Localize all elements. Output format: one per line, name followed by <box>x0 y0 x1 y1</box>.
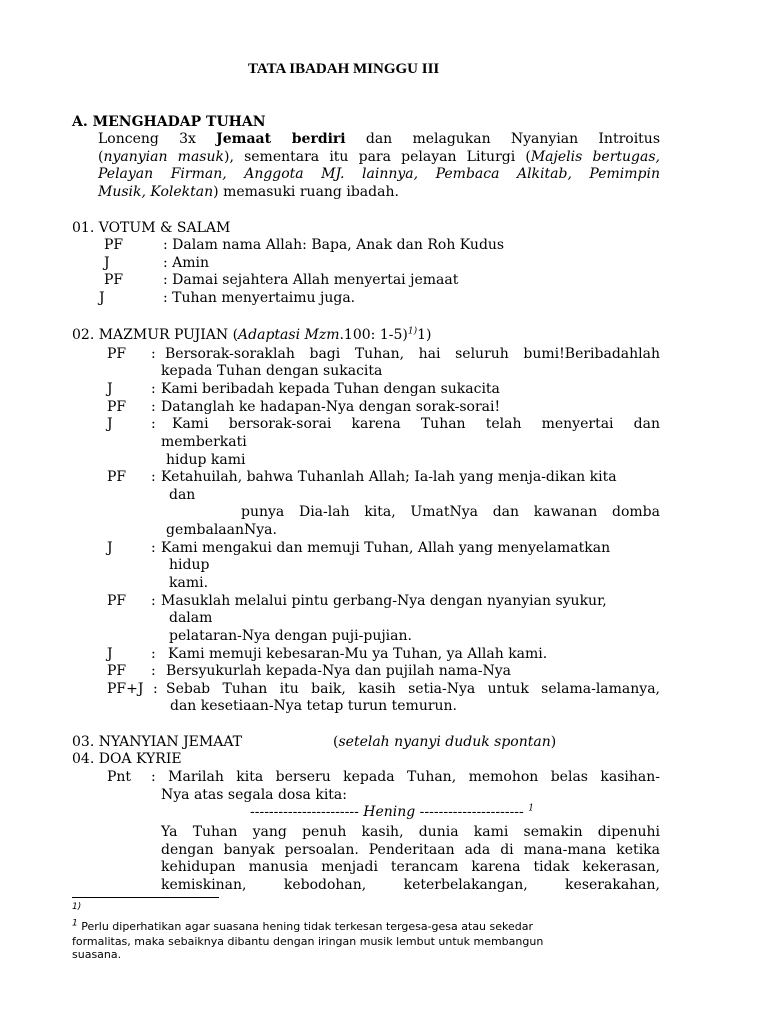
mazmur-line: gembalaanNya. <box>166 522 277 538</box>
section-a-line-3 <box>98 166 660 183</box>
italic-run: Pelayan Firman, Anggota MJ. lainnya, Pembaca Alkitab, Pemimpin <box>98 166 660 182</box>
kyrie-line: : Marilah kita berseru kepada Tuhan, memohon belas kasihan- <box>151 769 660 785</box>
text-run: ) memasuki ruang ibadah. <box>213 184 399 200</box>
footnote-ref: 1 <box>528 803 534 814</box>
kyrie-role: Pnt <box>107 769 132 785</box>
mazmur-line: Datanglah ke hadapan-Nya dengan sorak-sorai! <box>161 399 501 415</box>
kyrie-body-line: dengan banyak persoalan. Penderitaan ada di mana-mana ketika <box>161 842 660 858</box>
footnote-separator <box>72 897 219 898</box>
bold-run: Jemaat berdiri <box>216 131 346 147</box>
section-a-heading-text: A. MENGHADAP TUHAN <box>72 114 266 130</box>
text-run: 1) <box>417 327 432 343</box>
mazmur-line: hidup <box>169 557 210 573</box>
colon: : <box>151 399 156 415</box>
votum-text: : Amin <box>163 255 210 271</box>
text-run: Lonceng 3x <box>98 131 217 147</box>
footnote-line <box>72 920 533 933</box>
text-run: ), sementara itu para pelayan Liturgi ( <box>224 149 531 165</box>
kyrie-body-line: Ya Tuhan yang penuh kasih, dunia kami semakin dipenuhi <box>161 824 660 840</box>
mazmur-role: J <box>107 646 113 662</box>
kyrie-heading: 04. DOA KYRIE <box>72 751 182 767</box>
kyrie-line: Nya atas segala dosa kita: <box>161 787 347 803</box>
mazmur-line: dan kesetiaan-Nya tetap turun temurun. <box>170 698 458 714</box>
mazmur-line: hidup kami <box>166 452 246 468</box>
nyanyian-heading: 03. NYANYIAN JEMAAT <box>72 734 243 750</box>
mazmur-role: PF <box>107 593 127 609</box>
mazmur-role: PF <box>107 469 127 485</box>
section-a-line-4 <box>98 184 399 201</box>
text-run: ---------------------- <box>415 804 524 820</box>
colon: : <box>151 469 156 485</box>
footnote-mark-text: 1 <box>72 918 78 929</box>
mazmur-line: Bersyukurlah kepada-Nya dan pujilah nama-Nya <box>166 663 512 679</box>
text-run: dan melagukan Nyanyian Introitus <box>345 131 660 147</box>
mazmur-role: PF <box>107 346 127 362</box>
mazmur-line: Bersorak-soraklah bagi Tuhan, hai seluruh bumi!Beribadahlah <box>165 346 660 362</box>
text-run: .100: 1-5) <box>339 327 408 343</box>
votum-role: J <box>104 255 110 271</box>
footnote-ref: 1) <box>407 326 418 337</box>
mazmur-line: Masuklah melalui pintu gerbang-Nya dengan nyanyian syukur, <box>161 593 607 609</box>
italic-run: Hening <box>363 804 416 820</box>
kyrie-body-line: kemiskinan, kebodohan, keterbelakangan, keserakahan, <box>161 877 660 893</box>
mazmur-line: memberkati <box>161 434 247 450</box>
mazmur-role: PF <box>107 663 127 679</box>
colon: : <box>151 381 156 397</box>
italic-run: setelah nyanyi duduk spontan <box>338 734 551 750</box>
votum-heading: 01. VOTUM & SALAM <box>72 220 231 236</box>
text-run: ----------------------- <box>250 804 364 820</box>
colon: : <box>151 593 156 609</box>
votum-text: : Dalam nama Allah: Bapa, Anak dan Roh Kudus <box>163 237 505 253</box>
mazmur-heading <box>72 327 431 344</box>
footnote-mark-text: 1) <box>72 902 82 912</box>
section-a-heading <box>72 114 266 131</box>
mazmur-line: dalam <box>169 610 213 626</box>
votum-role: PF <box>104 237 124 253</box>
colon: : <box>151 646 156 662</box>
footnote-line: suasana. <box>72 948 122 961</box>
colon: : <box>151 346 156 362</box>
colon: : <box>151 416 156 432</box>
mazmur-line: Kami mengakui dan memuji Tuhan, Allah yang menyelamatkan <box>161 540 611 556</box>
mazmur-line: Kami memuji kebesaran-Mu ya Tuhan, ya Allah kami. <box>168 646 548 662</box>
section-a-line-2 <box>98 149 660 166</box>
mazmur-role: PF <box>107 399 127 415</box>
text-run: 02. MAZMUR PUJIAN ( <box>72 327 239 343</box>
page-title: TATA IBADAH MINGGU III <box>248 61 440 77</box>
mazmur-role: PF+J <box>107 681 144 697</box>
mazmur-line: kepada Tuhan dengan sukacita <box>161 363 383 379</box>
colon: : <box>151 540 156 556</box>
mazmur-line: Kami bersorak-sorai karena Tuhan telah menyertai dan <box>172 416 660 432</box>
nyanyian-note <box>333 734 556 751</box>
colon: : <box>151 663 156 679</box>
hening-line <box>250 804 534 821</box>
mazmur-line: punya Dia-lah kita, UmatNya dan kawanan domba <box>241 504 660 520</box>
mazmur-line: Kami beribadah kepada Tuhan dengan sukacita <box>161 381 500 397</box>
italic-run: nyanyian masuk <box>103 149 224 165</box>
mazmur-role: J <box>107 416 113 432</box>
italic-run: Musik, Kolektan <box>98 184 214 200</box>
italic-run: Majelis bertugas, <box>530 149 660 165</box>
text-run: ( <box>333 734 339 750</box>
footnote-text: Perlu diperhatikan agar suasana hening tidak terkesan tergesa-gesa atau sekedar <box>77 920 534 933</box>
votum-text: : Damai sejahtera Allah menyertai jemaat <box>163 272 459 288</box>
mazmur-line: pelataran-Nya dengan puji-pujian. <box>169 628 412 644</box>
mazmur-line: kami. <box>169 575 209 591</box>
mazmur-role: J <box>107 540 113 556</box>
colon: : <box>153 681 158 697</box>
votum-role: PF <box>104 272 124 288</box>
mazmur-line: Sebab Tuhan itu baik, kasih setia-Nya untuk selama-lamanya, <box>166 681 660 697</box>
footnote-line: formalitas, maka sebaiknya dibantu dengan iringan musik lembut untuk membangun <box>72 935 544 948</box>
mazmur-line: Ketahuilah, bahwa Tuhanlah Allah; Ia-lah yang menja-dikan kita <box>161 469 617 485</box>
mazmur-line: dan <box>169 487 196 503</box>
mazmur-role: J <box>107 381 113 397</box>
kyrie-body-line: kehidupan manusia menjadi terancam karena tidak kekerasan, <box>161 859 660 875</box>
footnote-mark <box>72 901 81 914</box>
section-a-line-1 <box>98 131 660 148</box>
italic-run: Adaptasi Mzm <box>238 327 340 343</box>
votum-role: J <box>99 290 105 306</box>
text-run: ( <box>98 149 104 165</box>
votum-text: : Tuhan menyertaimu juga. <box>163 290 356 306</box>
text-run: ) <box>550 734 557 750</box>
